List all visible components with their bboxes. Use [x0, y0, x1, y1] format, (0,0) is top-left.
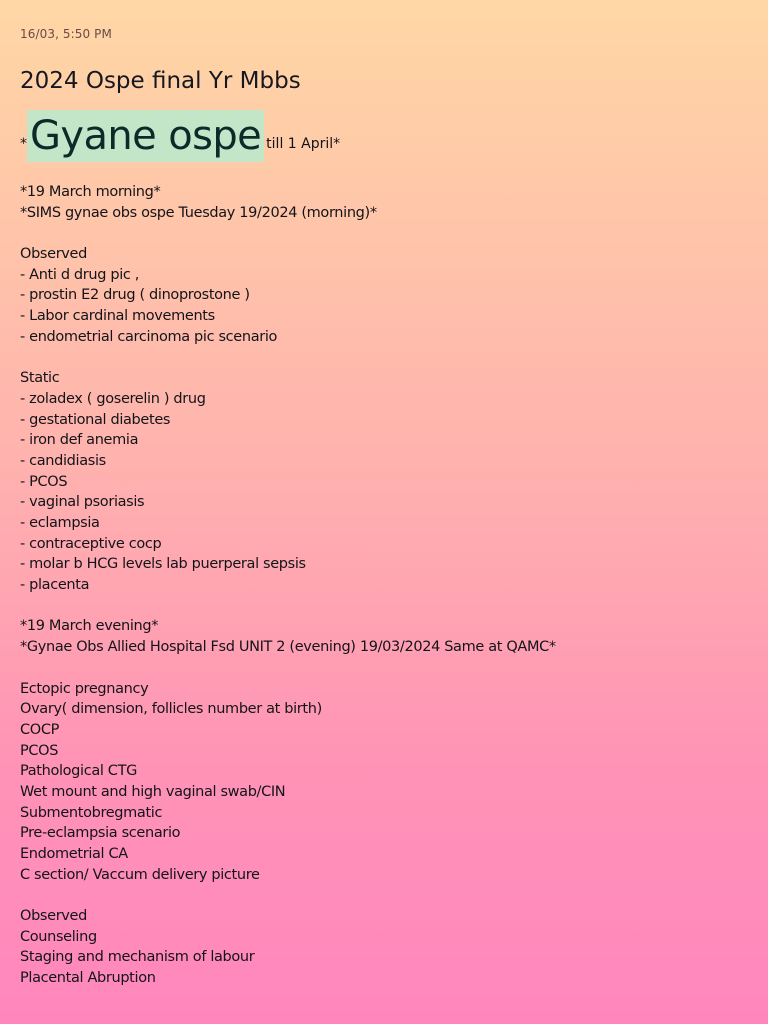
note-line: - contraceptive cocp	[20, 535, 162, 552]
note-line: Pathological CTG	[20, 763, 137, 780]
highlighted-heading: Gyane ospe	[27, 110, 264, 162]
heading-suffix: till 1 April*	[266, 136, 341, 152]
note-line: Observed	[20, 908, 87, 925]
note-line: Static	[20, 370, 60, 387]
note-line: Counseling	[20, 928, 97, 945]
note-line: - Labor cardinal movements	[20, 308, 215, 325]
note-line: *19 March evening*	[20, 618, 159, 635]
note-line: - Anti d drug pic ,	[20, 266, 140, 283]
note-line: - eclampsia	[20, 515, 100, 531]
note-line: *SIMS gynae obs ospe Tuesday 19/2024 (morning)*	[20, 204, 377, 221]
note-line: Wet mount and high vaginal swab/CIN	[20, 783, 286, 800]
note-line: - placenta	[20, 577, 90, 594]
note-section	[20, 368, 748, 596]
note-line: - candidiasis	[20, 452, 106, 469]
note-line: - gestational diabetes	[20, 411, 171, 428]
note-section	[20, 182, 748, 223]
note-line: - endometrial carcinoma pic scenario	[20, 328, 278, 345]
note-line: Ovary( dimension, follicles number at birth)	[20, 701, 322, 718]
note-title: 2024 Ospe final Yr Mbbs	[20, 68, 301, 94]
blank-line	[20, 596, 748, 617]
note-section	[20, 616, 748, 657]
blank-line	[20, 885, 748, 906]
note-line: *Gynae Obs Allied Hospital Fsd UNIT 2 (evening) 19/03/2024 Same at QAMC*	[20, 639, 556, 656]
heading-prefix: *	[20, 136, 27, 152]
message-timestamp: 16/03, 5:50 PM	[20, 27, 112, 41]
note-line: - PCOS	[20, 473, 68, 490]
blank-line	[20, 223, 748, 244]
heading-line	[20, 106, 748, 162]
note-line: Pre-eclampsia scenario	[20, 825, 181, 842]
note-line: - vaginal psoriasis	[20, 494, 145, 511]
note-section	[20, 906, 748, 989]
note-line: - iron def anemia	[20, 432, 139, 449]
note-line: - prostin E2 drug ( dinoprostone )	[20, 287, 250, 304]
blank-line	[20, 658, 748, 679]
note-line: Submentobregmatic	[20, 804, 163, 821]
note-line: Ectopic pregnancy	[20, 680, 149, 697]
note-line: COCP	[20, 721, 60, 738]
blank-line	[20, 348, 748, 369]
note-section	[20, 244, 748, 347]
note-line: C section/ Vaccum delivery picture	[20, 866, 260, 883]
note-line: Staging and mechanism of labour	[20, 949, 255, 966]
note-line: *19 March morning*	[20, 184, 161, 200]
note-body	[20, 182, 748, 989]
note-line: Observed	[20, 246, 87, 263]
note-line: - molar b HCG levels lab puerperal sepsis	[20, 556, 306, 573]
note-line: PCOS	[20, 742, 59, 759]
note-line: - zoladex ( goserelin ) drug	[20, 390, 206, 407]
note-section	[20, 679, 748, 886]
note-line: Endometrial CA	[20, 846, 128, 862]
note-line: Placental Abruption	[20, 970, 156, 987]
